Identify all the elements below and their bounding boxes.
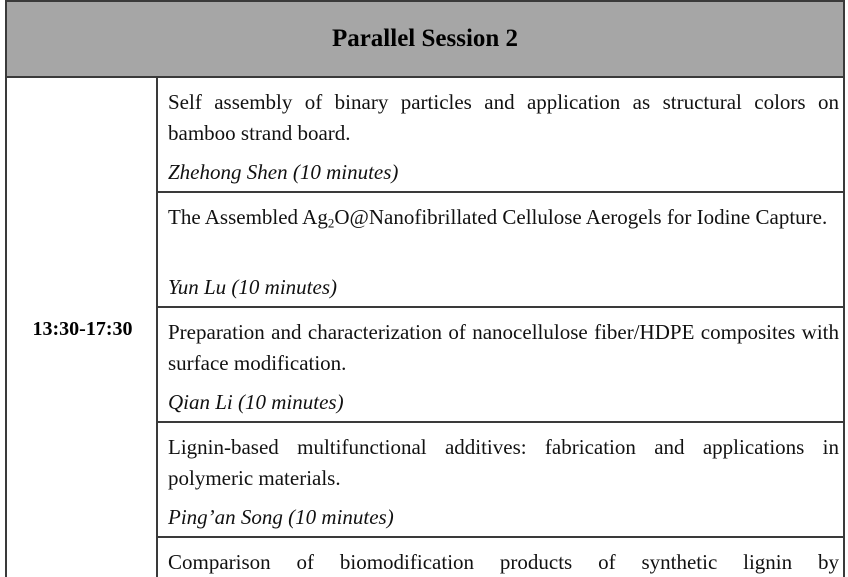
talk-title-subscript: 2 [327, 215, 335, 231]
talk-row [158, 193, 843, 308]
session-header [7, 2, 843, 78]
talk-row [158, 423, 843, 538]
talk-row [158, 308, 843, 423]
time-slot: 13:30-17:30 [32, 318, 133, 340]
talk-row [158, 78, 843, 193]
talk-row [158, 538, 843, 577]
session-table [5, 0, 845, 577]
talk-speaker: Zhehong Shen (10 minutes) [168, 160, 399, 184]
talk-speaker: Qian Li (10 minutes) [168, 390, 344, 414]
talk-title: Lignin-based multifunctional additives: fabrication and applications in polymeric materials. [168, 435, 839, 490]
talk-title: Comparison of biomodification products of synthetic lignin by [168, 550, 839, 574]
talk-speaker: Ping’an Song (10 minutes) [168, 505, 394, 529]
talk-title: Self assembly of binary particles and application as structural colors on bamboo strand board. [168, 90, 839, 145]
session-title: Parallel Session 2 [331, 25, 519, 52]
talk-title: Preparation and characterization of nanocellulose fiber/HDPE composites with surface modification. [168, 320, 839, 375]
talk-title [168, 202, 839, 233]
talk-list [158, 78, 843, 577]
time-column [7, 78, 158, 577]
talk-title-part: The Assembled Ag [168, 205, 328, 229]
talk-title-part: O@Nanofibrillated Cellulose Aerogels for Iodine Capture. [334, 205, 828, 229]
talk-speaker: Yun Lu (10 minutes) [168, 275, 337, 299]
